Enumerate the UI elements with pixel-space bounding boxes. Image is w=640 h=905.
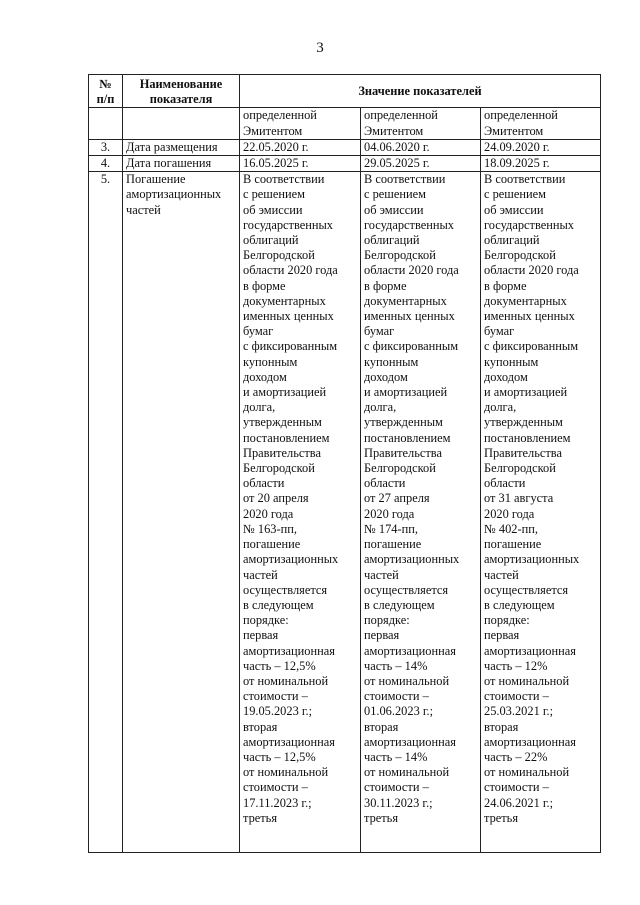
value-line: в форме (364, 278, 407, 293)
value-line: 17.11.2023 г.; (243, 795, 312, 810)
row-name-cell: Дата погашения (123, 156, 240, 172)
value-line: 19.05.2023 г.; (243, 704, 313, 719)
value-line: с фиксированным (484, 339, 579, 354)
value-line: частей (243, 567, 278, 582)
value-line: 01.06.2023 г.; (364, 704, 434, 719)
value-line: с решением (364, 187, 426, 202)
row-name-cell: Дата размещения (123, 139, 240, 155)
header-number-line: № (99, 77, 112, 91)
value-line: амортизационных (364, 552, 460, 567)
value-line: доходом (243, 369, 287, 384)
value-line: от 31 августа (484, 491, 554, 506)
table-row-placement-date (89, 139, 601, 155)
value-line: частей (364, 567, 399, 582)
value-cell-2: 29.05.2025 г. (361, 156, 481, 172)
value-line: области 2020 года (484, 263, 579, 278)
value-line: амортизационная (364, 734, 456, 749)
value-line: об эмиссии (484, 202, 544, 217)
value-line: в следующем (484, 597, 555, 612)
value-line: первая (484, 628, 520, 643)
value-cell-3 (481, 172, 601, 853)
value-line: бумаг (243, 324, 274, 339)
row-name-cell (123, 108, 240, 139)
value-line: амортизационная (484, 643, 576, 658)
table-row-amortization (89, 172, 601, 853)
value-line: порядке: (484, 613, 530, 628)
table-header-row (89, 75, 601, 108)
value-line: облигаций (484, 233, 540, 248)
value-line: именных ценных (484, 309, 575, 324)
value-line: бумаг (484, 324, 515, 339)
value-line: Правительства (484, 445, 562, 460)
value-line: осуществляется (484, 582, 569, 597)
value-line: определенной (484, 108, 558, 123)
value-cell-3 (481, 108, 601, 139)
row-number-cell: 3. (89, 139, 123, 155)
value-line: осуществляется (364, 582, 449, 597)
value-line: стоимости – (243, 780, 308, 795)
value-line: утвержденным (243, 415, 322, 430)
value-line: постановлением (364, 430, 451, 445)
value-line: от номинальной (484, 673, 570, 688)
value-line: Эмитентом (364, 123, 424, 138)
value-line: часть – 14% (364, 658, 428, 673)
value-line: документарных (243, 293, 326, 308)
value-line: именных ценных (243, 309, 334, 324)
value-line: 2020 года (364, 506, 415, 521)
value-line: от 20 апреля (243, 491, 309, 506)
value-line: долга, (364, 400, 397, 415)
value-line: в форме (243, 278, 286, 293)
row-number-cell (89, 108, 123, 139)
header-name-line: показателя (149, 92, 213, 107)
value-cell-1 (240, 172, 361, 853)
header-number-line: п/п (96, 92, 115, 107)
value-line: купонным (364, 354, 419, 369)
value-line: области 2020 года (364, 263, 459, 278)
value-line: Эмитентом (243, 123, 303, 138)
value-line: от номинальной (364, 673, 450, 688)
value-line: осуществляется (243, 582, 328, 597)
value-line: В соответствии (484, 172, 566, 187)
value-line: области (484, 476, 526, 491)
value-cell-2 (361, 108, 481, 139)
row-number-cell: 5. (89, 172, 123, 853)
value-line: государственных (243, 217, 334, 232)
value-line: Эмитентом (484, 123, 544, 138)
value-cell-1 (240, 108, 361, 139)
value-line: часть – 12,5% (243, 658, 316, 673)
value-line: постановлением (484, 430, 571, 445)
value-line: амортизационная (243, 734, 335, 749)
value-line: утвержденным (364, 415, 443, 430)
value-line: области (243, 476, 285, 491)
value-line: облигаций (243, 233, 299, 248)
row-name-line: Погашение (126, 172, 186, 187)
indicators-table (88, 74, 601, 853)
value-line: погашение (364, 537, 422, 552)
value-line: от номинальной (243, 673, 329, 688)
value-line: порядке: (243, 613, 289, 628)
value-line: вторая (364, 719, 399, 734)
value-line: амортизационных (484, 552, 580, 567)
value-line: Белгородской (484, 461, 556, 476)
value-line: первая (364, 628, 400, 643)
value-line: частей (484, 567, 519, 582)
row-name-cell (123, 172, 240, 853)
value-line: от номинальной (484, 765, 570, 780)
value-line: часть – 12% (484, 658, 548, 673)
value-line: постановлением (243, 430, 330, 445)
value-line: амортизационная (364, 643, 456, 658)
value-line: третья (484, 810, 519, 825)
value-line: 2020 года (484, 506, 535, 521)
value-line: государственных (364, 217, 455, 232)
value-line: бумаг (364, 324, 395, 339)
header-name-line: Наименование (139, 77, 223, 91)
value-line: погашение (484, 537, 542, 552)
value-line: третья (243, 810, 278, 825)
value-line: В соответствии (364, 172, 446, 187)
value-line: 30.11.2023 г.; (364, 795, 433, 810)
value-line: определенной (243, 108, 317, 123)
value-line: в следующем (364, 597, 435, 612)
value-line: области 2020 года (243, 263, 338, 278)
table-row (89, 108, 601, 139)
value-line: вторая (484, 719, 519, 734)
value-line: Правительства (364, 445, 442, 460)
value-line: 24.06.2021 г.; (484, 795, 554, 810)
value-line: от номинальной (243, 765, 329, 780)
value-line: Белгородской (243, 461, 315, 476)
value-line: № 174-пп, (364, 521, 418, 536)
value-line: купонным (484, 354, 539, 369)
value-line: купонным (243, 354, 298, 369)
header-name-cell (123, 75, 240, 108)
value-cell-2: 04.06.2020 г. (361, 139, 481, 155)
value-line: стоимости – (364, 689, 429, 704)
value-line: стоимости – (243, 689, 308, 704)
value-line: документарных (364, 293, 447, 308)
value-cell-1: 22.05.2020 г. (240, 139, 361, 155)
value-line: погашение (243, 537, 301, 552)
value-line: 25.03.2021 г.; (484, 704, 554, 719)
row-name-line: частей (126, 202, 161, 217)
header-number-cell (89, 75, 123, 108)
value-line: амортизационных (243, 552, 339, 567)
page-number: 3 (316, 40, 324, 56)
value-cell-3: 18.09.2025 г. (481, 156, 601, 172)
value-line: № 402-пп, (484, 521, 538, 536)
value-line: стоимости – (364, 780, 429, 795)
value-line: и амортизацией (364, 385, 448, 400)
value-line: и амортизацией (243, 385, 327, 400)
value-cell-2 (361, 172, 481, 853)
value-line: утвержденным (484, 415, 563, 430)
value-line: часть – 14% (364, 749, 428, 764)
value-line: третья (364, 810, 399, 825)
value-line: с решением (243, 187, 305, 202)
value-line: 2020 года (243, 506, 294, 521)
value-cell-1: 16.05.2025 г. (240, 156, 361, 172)
value-line: с фиксированным (243, 339, 338, 354)
value-line: Правительства (243, 445, 321, 460)
value-line: амортизационная (243, 643, 335, 658)
value-line: доходом (364, 369, 408, 384)
value-line: № 163-пп, (243, 521, 297, 536)
value-line: долга, (484, 400, 517, 415)
value-line: от 27 апреля (364, 491, 430, 506)
value-line: об эмиссии (243, 202, 303, 217)
value-line: вторая (243, 719, 278, 734)
value-line: определенной (364, 108, 438, 123)
value-line: стоимости – (484, 689, 549, 704)
value-line: часть – 12,5% (243, 749, 316, 764)
value-line: облигаций (364, 233, 420, 248)
value-cell-3: 24.09.2020 г. (481, 139, 601, 155)
value-line: долга, (243, 400, 276, 415)
value-line: амортизационная (484, 734, 576, 749)
value-line: Белгородской (364, 248, 436, 263)
value-line: Белгородской (243, 248, 315, 263)
value-line: от номинальной (364, 765, 450, 780)
value-line: государственных (484, 217, 575, 232)
value-line: с решением (484, 187, 546, 202)
header-values-cell: Значение показателей (240, 75, 601, 108)
value-line: В соответствии (243, 172, 325, 187)
value-line: области (364, 476, 406, 491)
row-number-cell: 4. (89, 156, 123, 172)
value-line: с фиксированным (364, 339, 459, 354)
value-line: Белгородской (484, 248, 556, 263)
value-line: в форме (484, 278, 527, 293)
value-line: стоимости – (484, 780, 549, 795)
table-row-maturity-date (89, 156, 601, 172)
value-line: доходом (484, 369, 528, 384)
value-line: именных ценных (364, 309, 455, 324)
value-line: в следующем (243, 597, 314, 612)
value-line: об эмиссии (364, 202, 424, 217)
value-line: и амортизацией (484, 385, 568, 400)
value-line: Белгородской (364, 461, 436, 476)
row-name-line: амортизационных (126, 187, 222, 202)
value-line: первая (243, 628, 279, 643)
value-line: порядке: (364, 613, 410, 628)
value-line: документарных (484, 293, 567, 308)
value-line: часть – 22% (484, 749, 548, 764)
